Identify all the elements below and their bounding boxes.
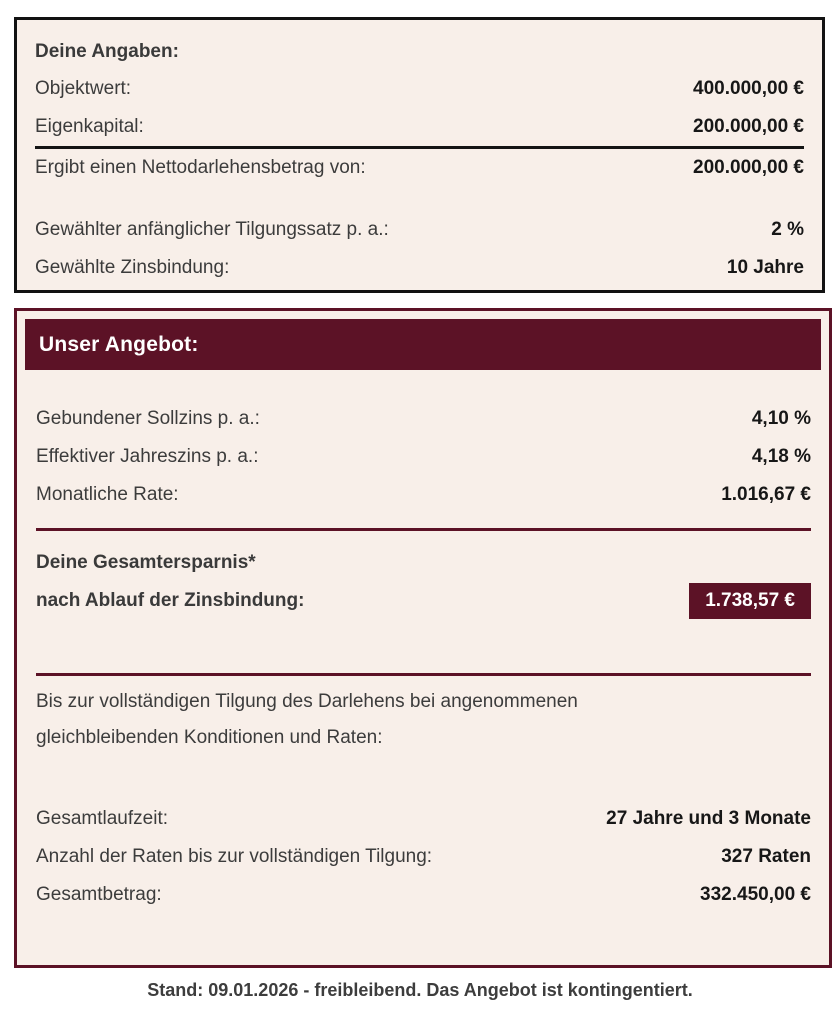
- row-label: Effektiver Jahreszins p. a.:: [36, 446, 259, 467]
- inputs-panel: [14, 17, 825, 293]
- row-value: 4,18 %: [751, 446, 811, 467]
- repayment-note: [36, 684, 811, 756]
- savings-amount-row: [36, 581, 811, 621]
- table-row: [36, 838, 811, 876]
- offer-divider-top: [36, 528, 811, 531]
- spacer: [36, 786, 811, 800]
- row-value: 10 Jahre: [726, 257, 804, 278]
- spacer: [36, 756, 811, 786]
- spacer: [36, 621, 811, 651]
- footer-note: Stand: 09.01.2026 - freibleibend. Das Angebot ist kontingentiert.: [147, 980, 693, 1000]
- table-row: [36, 438, 811, 476]
- row-value: 27 Jahre und 3 Monate: [606, 808, 811, 829]
- savings-block: [36, 545, 811, 621]
- table-row: [35, 108, 804, 146]
- table-row: [35, 70, 804, 108]
- table-row: [35, 211, 804, 249]
- net-loan-row: [35, 149, 804, 187]
- spacer: [35, 187, 804, 211]
- table-row: [36, 876, 811, 914]
- repayment-note-line-2: gleichbleibenden Konditionen und Raten:: [36, 727, 383, 748]
- row-label: Ergibt einen Nettodarlehensbetrag von:: [35, 157, 366, 178]
- repayment-note-line-1: Bis zur vollständigen Tilgung des Darlehens bei angenommenen: [36, 691, 578, 712]
- row-value: 332.450,00 €: [700, 884, 811, 905]
- table-row: [36, 800, 811, 838]
- row-value: 400.000,00 €: [693, 78, 804, 99]
- table-row: [36, 476, 811, 514]
- spacer: [36, 370, 811, 400]
- spacer: [36, 514, 811, 528]
- row-label: Gesamtlaufzeit:: [36, 808, 168, 829]
- table-row: [36, 400, 811, 438]
- savings-label-line-2: nach Ablauf der Zinsbindung:: [36, 590, 305, 611]
- savings-label-line-1: Deine Gesamtersparnis*: [36, 552, 256, 573]
- spacer: [36, 676, 811, 684]
- row-value: 200.000,00 €: [693, 157, 804, 178]
- row-value: 1.016,67 €: [721, 484, 811, 505]
- table-row: [35, 249, 804, 287]
- row-label: Objektwert:: [35, 78, 132, 99]
- row-label: Gewählte Zinsbindung:: [35, 257, 230, 278]
- offer-panel-header: Unser Angebot:: [25, 319, 821, 370]
- row-label: Anzahl der Raten bis zur vollständigen Tilgung:: [36, 846, 433, 867]
- offer-panel: [14, 308, 832, 968]
- row-label: Gebundener Sollzins p. a.:: [36, 408, 260, 429]
- row-value: 327 Raten: [721, 846, 811, 867]
- row-label: Gesamtbetrag:: [36, 884, 162, 905]
- spacer: [36, 651, 811, 673]
- savings-amount-badge: 1.738,57 €: [689, 583, 811, 619]
- row-value: 4,10 %: [751, 408, 811, 429]
- row-label: Monatliche Rate:: [36, 484, 179, 505]
- row-label: Eigenkapital:: [35, 116, 144, 137]
- row-value: 200.000,00 €: [693, 116, 804, 137]
- row-value: 2 %: [771, 219, 804, 240]
- inputs-panel-title: Deine Angaben:: [35, 41, 179, 62]
- row-label: Gewählter anfänglicher Tilgungssatz p. a.:: [35, 219, 389, 240]
- offer-panel-body: [25, 370, 821, 914]
